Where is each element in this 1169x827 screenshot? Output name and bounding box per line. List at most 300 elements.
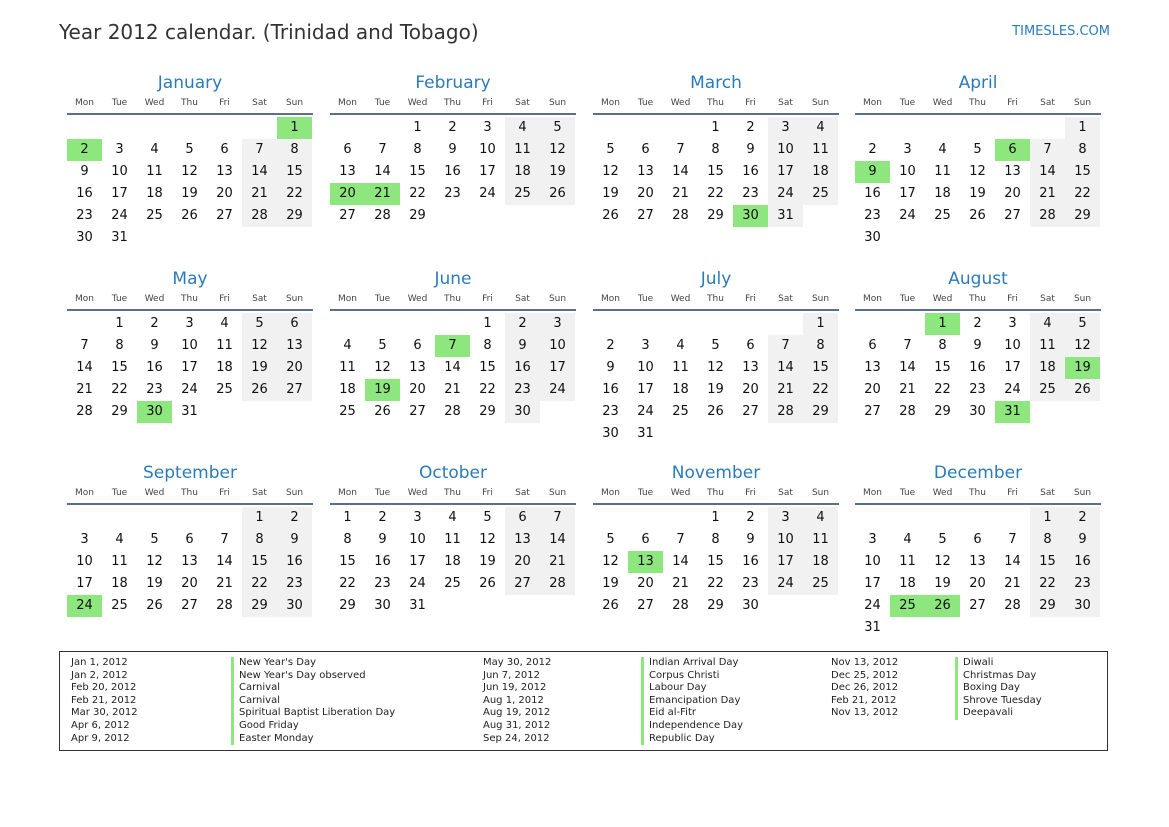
- day-cell: 21: [1030, 183, 1065, 205]
- day-cell: 28: [216, 598, 233, 613]
- weekday-header: [67, 294, 313, 308]
- empty-cell: [925, 117, 960, 139]
- day-grid: [855, 313, 1101, 423]
- empty-cell: [890, 313, 925, 335]
- day-cell: 20: [637, 576, 654, 591]
- day-cell: 9: [606, 360, 615, 375]
- day-cell: 29: [707, 208, 724, 223]
- weekday-label: Sat: [778, 98, 793, 108]
- month-november: [593, 462, 839, 617]
- day-cell: 3: [80, 532, 89, 547]
- weekday-label: Fri: [1007, 98, 1018, 108]
- empty-cell: [207, 117, 242, 139]
- weekday-label: Sat: [1040, 488, 1055, 498]
- day-cell: 11: [111, 554, 128, 569]
- month-february: [330, 72, 576, 227]
- legend-holiday-name: Labour Day: [641, 682, 743, 695]
- weekday-label: Sun: [548, 294, 567, 304]
- day-cell: 5: [150, 532, 159, 547]
- day-cell: 8: [242, 529, 277, 551]
- weekday-label: Tue: [899, 488, 916, 498]
- day-cell: 23: [742, 576, 759, 591]
- day-cell: 1: [1030, 507, 1065, 529]
- day-cell: 21: [1004, 576, 1021, 591]
- day-cell: 26: [242, 379, 277, 401]
- day-cell: 10: [111, 164, 128, 179]
- weekday-label: Sat: [252, 488, 267, 498]
- day-cell: 10: [540, 335, 575, 357]
- day-cell: 25: [444, 576, 461, 591]
- day-cell: 15: [1065, 161, 1100, 183]
- day-cell: 6: [185, 532, 194, 547]
- day-cell: 23: [602, 404, 619, 419]
- day-cell: 3: [540, 313, 575, 335]
- day-cell: 16: [602, 382, 619, 397]
- day-cell: 17: [768, 551, 803, 573]
- day-cell: 31: [181, 404, 198, 419]
- site-link[interactable]: TIMESLES.COM: [1012, 24, 1110, 39]
- day-cell: 16: [146, 360, 163, 375]
- legend-holiday-name: Corpus Christi: [641, 670, 743, 683]
- day-cell: 9: [973, 338, 982, 353]
- day-cell: 25: [672, 404, 689, 419]
- weekday-label: Sat: [515, 98, 530, 108]
- legend-date: Jun 19, 2012: [483, 682, 547, 694]
- day-cell: 2: [505, 313, 540, 335]
- month-name: February: [415, 73, 491, 93]
- weekday-label: Mon: [601, 98, 620, 108]
- holiday-day-cell: 26: [925, 595, 960, 617]
- weekday-label: Thu: [707, 98, 724, 108]
- day-cell: 3: [1008, 316, 1017, 331]
- day-cell: 2: [973, 316, 982, 331]
- header-divider: [67, 503, 313, 505]
- legend-dates-column: [483, 657, 551, 745]
- day-cell: 29: [111, 404, 128, 419]
- holiday-legend: [59, 651, 1108, 751]
- day-cell: 31: [111, 230, 128, 245]
- legend-holiday-name: New Year's Day: [231, 657, 395, 670]
- day-cell: 20: [1004, 186, 1021, 201]
- day-cell: 14: [672, 164, 689, 179]
- empty-cell: [960, 117, 995, 139]
- day-cell: 22: [242, 573, 277, 595]
- day-cell: 2: [606, 338, 615, 353]
- day-cell: 6: [641, 532, 650, 547]
- day-cell: 1: [413, 120, 422, 135]
- day-cell: 10: [479, 142, 496, 157]
- day-cell: 24: [181, 382, 198, 397]
- day-cell: 28: [242, 205, 277, 227]
- day-cell: 8: [711, 532, 720, 547]
- day-cell: 12: [1065, 335, 1100, 357]
- day-cell: 22: [934, 382, 951, 397]
- weekday-label: Fri: [219, 294, 230, 304]
- weekday-label: Mon: [75, 294, 94, 304]
- weekday-label: Thu: [969, 294, 986, 304]
- day-cell: 27: [339, 208, 356, 223]
- day-cell: 1: [1065, 117, 1100, 139]
- day-cell: 15: [934, 360, 951, 375]
- legend-names-column: [231, 657, 395, 745]
- day-cell: 27: [277, 379, 312, 401]
- legend-names-column: [641, 657, 743, 745]
- day-cell: 13: [742, 360, 759, 375]
- weekday-label: Wed: [144, 294, 165, 304]
- day-cell: 18: [146, 186, 163, 201]
- weekday-label: Sun: [811, 98, 830, 108]
- day-cell: 16: [76, 186, 93, 201]
- day-cell: 7: [242, 139, 277, 161]
- day-cell: 14: [242, 161, 277, 183]
- weekday-header: [67, 98, 313, 112]
- empty-cell: [855, 313, 890, 335]
- day-cell: 10: [181, 338, 198, 353]
- day-cell: 12: [146, 554, 163, 569]
- day-cell: 6: [746, 338, 755, 353]
- day-cell: 5: [185, 142, 194, 157]
- day-cell: 13: [216, 164, 233, 179]
- day-cell: 21: [242, 183, 277, 205]
- day-cell: 17: [1004, 360, 1021, 375]
- day-cell: 28: [672, 598, 689, 613]
- holiday-day-cell: 1: [277, 117, 312, 139]
- day-cell: 9: [746, 142, 755, 157]
- empty-cell: [925, 507, 960, 529]
- weekday-label: Tue: [111, 488, 128, 498]
- day-cell: 29: [242, 595, 277, 617]
- weekday-label: Sun: [285, 98, 304, 108]
- day-cell: 12: [602, 164, 619, 179]
- month-march: [593, 72, 839, 227]
- day-cell: 19: [146, 576, 163, 591]
- empty-cell: [67, 313, 102, 335]
- holiday-day-cell: 7: [435, 335, 470, 357]
- day-cell: 21: [672, 186, 689, 201]
- day-cell: 9: [505, 335, 540, 357]
- legend-names-column: [955, 657, 1042, 720]
- weekday-label: Fri: [482, 98, 493, 108]
- empty-cell: [435, 313, 470, 335]
- day-cell: 10: [409, 532, 426, 547]
- day-cell: 11: [803, 139, 838, 161]
- month-october: [330, 462, 576, 617]
- day-cell: 2: [1065, 507, 1100, 529]
- day-cell: 4: [803, 117, 838, 139]
- empty-cell: [172, 507, 207, 529]
- day-cell: 2: [746, 120, 755, 135]
- day-cell: 18: [1030, 357, 1065, 379]
- day-cell: 5: [540, 117, 575, 139]
- day-cell: 16: [742, 164, 759, 179]
- day-cell: 24: [479, 186, 496, 201]
- empty-cell: [137, 507, 172, 529]
- day-cell: 14: [374, 164, 391, 179]
- day-cell: 31: [409, 598, 426, 613]
- empty-cell: [1030, 117, 1065, 139]
- day-cell: 19: [242, 357, 277, 379]
- holiday-day-cell: 25: [890, 595, 925, 617]
- day-cell: 25: [339, 404, 356, 419]
- day-cell: 29: [1030, 595, 1065, 617]
- day-cell: 6: [973, 532, 982, 547]
- day-cell: 18: [934, 186, 951, 201]
- weekday-label: Tue: [374, 294, 391, 304]
- weekday-label: Sat: [252, 98, 267, 108]
- header-divider: [593, 113, 839, 115]
- empty-cell: [890, 117, 925, 139]
- day-cell: 26: [602, 208, 619, 223]
- day-cell: 8: [343, 532, 352, 547]
- header-divider: [67, 113, 313, 115]
- day-cell: 11: [505, 139, 540, 161]
- empty-cell: [137, 117, 172, 139]
- day-cell: 3: [483, 120, 492, 135]
- weekday-label: Fri: [482, 294, 493, 304]
- day-cell: 17: [409, 554, 426, 569]
- day-cell: 4: [505, 117, 540, 139]
- day-cell: 6: [413, 338, 422, 353]
- day-cell: 7: [80, 338, 89, 353]
- day-cell: 21: [540, 551, 575, 573]
- legend-holiday-name: Republic Day: [641, 733, 743, 746]
- day-cell: 3: [768, 117, 803, 139]
- day-cell: 7: [220, 532, 229, 547]
- day-cell: 8: [711, 142, 720, 157]
- legend-holiday-name: Emancipation Day: [641, 695, 743, 708]
- day-cell: 11: [339, 360, 356, 375]
- empty-cell: [995, 117, 1030, 139]
- day-cell: 23: [742, 186, 759, 201]
- day-cell: 4: [803, 507, 838, 529]
- day-cell: 30: [277, 595, 312, 617]
- day-cell: 4: [220, 316, 229, 331]
- day-cell: 8: [938, 338, 947, 353]
- empty-cell: [628, 117, 663, 139]
- day-cell: 24: [540, 379, 575, 401]
- legend-date: Nov 13, 2012: [831, 657, 899, 668]
- weekday-label: Mon: [338, 488, 357, 498]
- day-cell: 28: [540, 573, 575, 595]
- day-cell: 13: [505, 529, 540, 551]
- day-cell: 15: [803, 357, 838, 379]
- day-cell: 11: [803, 529, 838, 551]
- weekday-label: Sat: [778, 488, 793, 498]
- empty-cell: [242, 117, 277, 139]
- weekday-label: Sat: [1040, 294, 1055, 304]
- header-divider: [855, 113, 1101, 115]
- day-cell: 15: [242, 551, 277, 573]
- day-cell: 27: [864, 404, 881, 419]
- weekday-label: Tue: [899, 98, 916, 108]
- day-cell: 4: [1030, 313, 1065, 335]
- day-cell: 20: [969, 576, 986, 591]
- weekday-label: Thu: [969, 488, 986, 498]
- holiday-day-cell: 24: [67, 595, 102, 617]
- day-cell: 30: [969, 404, 986, 419]
- empty-cell: [365, 313, 400, 335]
- legend-dates-column: [831, 657, 898, 720]
- weekday-label: Sun: [1073, 488, 1092, 498]
- legend-date: Dec 25, 2012: [831, 669, 899, 681]
- empty-cell: [855, 507, 890, 529]
- day-cell: 31: [864, 620, 881, 635]
- weekday-label: Thu: [707, 294, 724, 304]
- day-cell: 13: [181, 554, 198, 569]
- weekday-label: Fri: [745, 98, 756, 108]
- day-cell: 29: [409, 208, 426, 223]
- month-august: [855, 268, 1101, 423]
- day-cell: 27: [637, 598, 654, 613]
- legend-holiday-name: New Year's Day observed: [231, 670, 395, 683]
- legend-date: Aug 31, 2012: [483, 719, 551, 731]
- holiday-day-cell: 31: [995, 401, 1030, 423]
- weekday-label: Thu: [969, 98, 986, 108]
- month-name: July: [700, 269, 732, 289]
- weekday-header: [67, 488, 313, 502]
- month-name: March: [690, 73, 742, 93]
- day-cell: 5: [711, 338, 720, 353]
- weekday-label: Fri: [1007, 488, 1018, 498]
- day-cell: 5: [606, 142, 615, 157]
- day-cell: 13: [1004, 164, 1021, 179]
- day-cell: 7: [1008, 532, 1017, 547]
- weekday-header: [593, 98, 839, 112]
- day-cell: 14: [1030, 161, 1065, 183]
- day-cell: 13: [969, 554, 986, 569]
- day-cell: 16: [444, 164, 461, 179]
- day-grid: [67, 507, 313, 617]
- weekday-label: Wed: [407, 488, 428, 498]
- day-cell: 2: [746, 510, 755, 525]
- empty-cell: [628, 507, 663, 529]
- day-cell: 17: [899, 186, 916, 201]
- day-cell: 15: [707, 554, 724, 569]
- empty-cell: [995, 507, 1030, 529]
- day-cell: 21: [216, 576, 233, 591]
- day-cell: 12: [934, 554, 951, 569]
- day-cell: 22: [339, 576, 356, 591]
- empty-cell: [628, 313, 663, 335]
- weekday-label: Sun: [285, 488, 304, 498]
- day-cell: 30: [864, 230, 881, 245]
- day-cell: 24: [899, 208, 916, 223]
- day-cell: 6: [220, 142, 229, 157]
- day-cell: 26: [479, 576, 496, 591]
- day-cell: 18: [111, 576, 128, 591]
- day-cell: 5: [973, 142, 982, 157]
- day-cell: 14: [540, 529, 575, 551]
- day-cell: 30: [374, 598, 391, 613]
- day-cell: 26: [181, 208, 198, 223]
- weekday-label: Tue: [111, 294, 128, 304]
- day-cell: 6: [343, 142, 352, 157]
- day-cell: 26: [374, 404, 391, 419]
- day-cell: 18: [444, 554, 461, 569]
- weekday-label: Thu: [707, 488, 724, 498]
- empty-cell: [593, 313, 628, 335]
- day-cell: 1: [803, 313, 838, 335]
- day-cell: 3: [115, 142, 124, 157]
- day-cell: 10: [1004, 338, 1021, 353]
- weekday-header: [855, 294, 1101, 308]
- weekday-label: Mon: [601, 488, 620, 498]
- day-cell: 30: [505, 401, 540, 423]
- day-cell: 15: [479, 360, 496, 375]
- weekday-label: Wed: [932, 488, 953, 498]
- day-cell: 8: [115, 338, 124, 353]
- day-cell: 17: [111, 186, 128, 201]
- weekday-label: Wed: [932, 98, 953, 108]
- empty-cell: [330, 313, 365, 335]
- day-cell: 16: [742, 554, 759, 569]
- legend-holiday-name: Spiritual Baptist Liberation Day: [231, 707, 395, 720]
- day-cell: 15: [277, 161, 312, 183]
- empty-cell: [593, 117, 628, 139]
- day-cell: 8: [483, 338, 492, 353]
- month-name: September: [143, 463, 237, 483]
- header-divider: [330, 309, 576, 311]
- day-cell: 10: [864, 554, 881, 569]
- day-cell: 23: [76, 208, 93, 223]
- day-cell: 9: [1065, 529, 1100, 551]
- month-september: [67, 462, 313, 617]
- legend-dates-column: [71, 657, 138, 745]
- day-cell: 7: [768, 335, 803, 357]
- weekday-label: Fri: [745, 294, 756, 304]
- day-cell: 21: [899, 382, 916, 397]
- day-cell: 12: [707, 360, 724, 375]
- weekday-label: Fri: [219, 98, 230, 108]
- weekday-label: Sun: [811, 294, 830, 304]
- day-cell: 22: [707, 186, 724, 201]
- day-cell: 30: [602, 426, 619, 441]
- holiday-day-cell: 30: [137, 401, 172, 423]
- day-cell: 22: [707, 576, 724, 591]
- day-cell: 6: [641, 142, 650, 157]
- day-cell: 30: [76, 230, 93, 245]
- day-cell: 14: [216, 554, 233, 569]
- legend-holiday-name: Boxing Day: [955, 682, 1042, 695]
- day-cell: 26: [540, 183, 575, 205]
- weekday-label: Wed: [670, 294, 691, 304]
- weekday-label: Mon: [338, 98, 357, 108]
- day-cell: 14: [672, 554, 689, 569]
- day-cell: 13: [409, 360, 426, 375]
- month-name: January: [157, 73, 223, 93]
- month-name: December: [933, 463, 1023, 483]
- month-may: [67, 268, 313, 423]
- weekday-label: Tue: [374, 488, 391, 498]
- day-cell: 22: [1030, 573, 1065, 595]
- weekday-label: Thu: [444, 488, 461, 498]
- day-cell: 19: [602, 576, 619, 591]
- weekday-header: [593, 294, 839, 308]
- month-name: April: [958, 73, 998, 93]
- weekday-label: Thu: [181, 488, 198, 498]
- weekday-label: Thu: [444, 294, 461, 304]
- holiday-day-cell: 30: [733, 205, 768, 227]
- day-cell: 18: [803, 161, 838, 183]
- day-cell: 24: [111, 208, 128, 223]
- weekday-label: Wed: [407, 294, 428, 304]
- weekday-label: Mon: [338, 294, 357, 304]
- day-cell: 1: [242, 507, 277, 529]
- page-title: Year 2012 calendar. (Trinidad and Tobago): [59, 20, 479, 44]
- day-cell: 28: [1030, 205, 1065, 227]
- day-cell: 13: [339, 164, 356, 179]
- day-cell: 4: [448, 510, 457, 525]
